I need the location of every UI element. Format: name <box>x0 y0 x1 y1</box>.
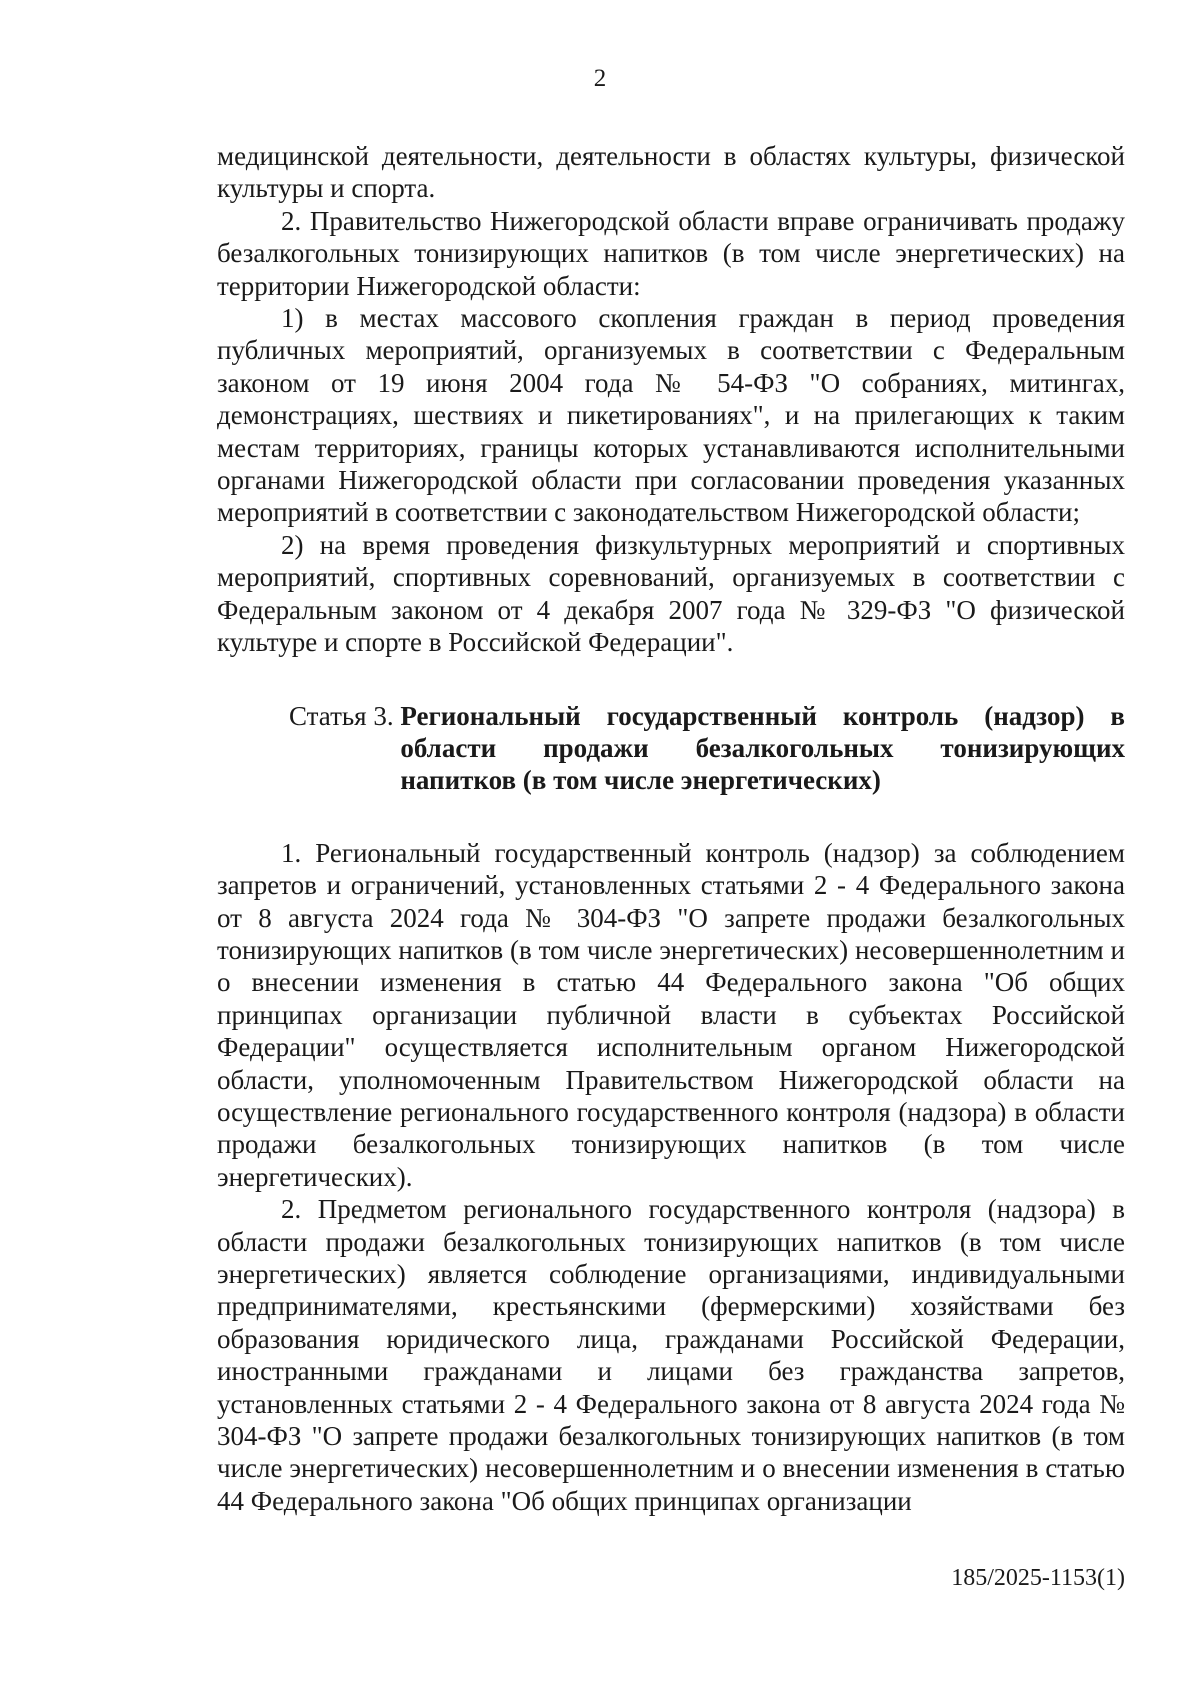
paragraph: 2. Правительство Нижегородской области вправе ограничивать продажу безалкогольных тонизирующих напитков (в том числе энергетических) на территории Нижегородской области: <box>217 205 1125 301</box>
paragraph: 2. Предметом регионального государственного контроля (надзора) в области продажи безалкогольных тонизирующих напитков (в том числе энергетических) является соблюдение организациями, индивидуальными предпринимателями, крестьянскими (фермерскими) хозяйствами без образования юридического лица, гражданами Российской Федерации, иностранными гражданами и лицами без гражданства запретов, установленных статьями 2 - 4 Федерального закона от 8 августа 2024 года № 304-ФЗ "О запрете продажи безалкогольных тонизирующих напитков (в том числе энергетических) несовершеннолетним и о внесении изменения в статью 44 Федерального закона "Об общих принципах организации <box>217 1194 1125 1516</box>
paragraph: медицинской деятельности, деятельности в областях культуры, физической культуры и спорта. <box>217 141 1125 204</box>
article-title: Региональный государственный контроль (надзор) в области продажи безалкогольных тонизирующих напитков (в том числе энергетических) <box>400 700 1125 796</box>
document-body <box>217 140 1125 1517</box>
document-number: 185/2025-1153(1) <box>951 1565 1125 1591</box>
article-label: Статья 3. <box>289 700 401 731</box>
page-number: 2 <box>593 65 607 92</box>
paragraphs-bottom <box>217 837 1125 1518</box>
paragraph: 1) в местах массового скопления граждан в период проведения публичных мероприятий, организуемых в соответствии с Федеральным законом от 19 июня 2004 года № 54-ФЗ "О собраниях, митингах, демонстрациях, шествиях и пикетированиях", и на прилегающих к таким местам территориях, границы которых устанавливаются исполнительными органами Нижегородской области при согласовании проведения указанных мероприятий в соответствии с законодательством Нижегородской области; <box>217 303 1125 528</box>
paragraph: 2) на время проведения физкультурных мероприятий и спортивных мероприятий, спортивных соревнований, организуемых в соответствии с Федеральным законом от 4 декабря 2007 года № 329-ФЗ "О физической культуре и спорте в Российской Федерации". <box>217 529 1125 658</box>
article-heading <box>217 700 1125 797</box>
paragraphs-top <box>217 140 1125 659</box>
paragraph: 1. Региональный государственный контроль (надзор) за соблюдением запретов и ограничений, установленных статьями 2 - 4 Федерального закона от 8 августа 2024 года № 304-ФЗ "О запрете продажи безалкогольных тонизирующих напитков (в том числе энергетических) несовершеннолетним и о внесении изменения в статью 44 Федерального закона "Об общих принципах организации публичной власти в субъектах Российской Федерации" осуществляется исполнительным органом Нижегородской области, уполномоченным Правительством Нижегородской области на осуществление регионального государственного контроля (надзора) в области продажи безалкогольных тонизирующих напитков (в том числе энергетических). <box>217 837 1125 1192</box>
